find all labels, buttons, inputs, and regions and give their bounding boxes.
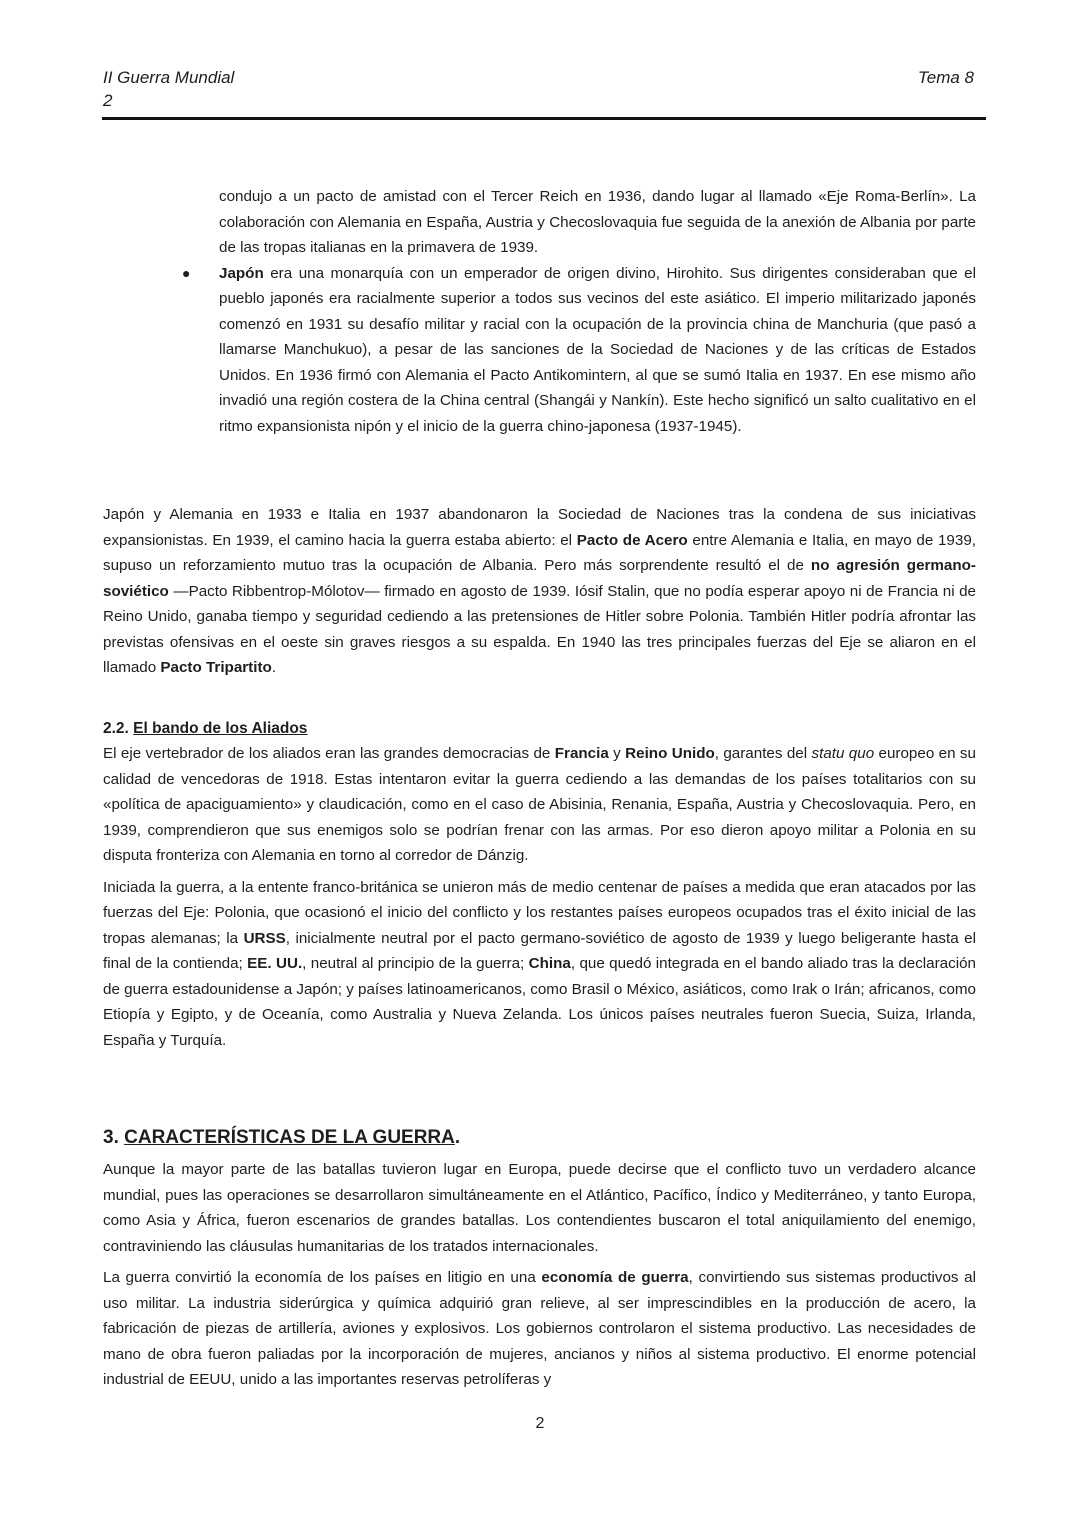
bullet-continuation: condujo a un pacto de amistad con el Tercer Reich en 1936, dando lugar al llamado «Eje Roma-Berlín». La colaboración con Alemania en España, Austria y Checoslovaquia fue seguida de la anexión de Albania por parte de las tropas italianas en la primavera de 1939. bbox=[219, 188, 976, 256]
section-2-2-heading bbox=[103, 716, 976, 741]
bold-term: URSS bbox=[243, 929, 286, 947]
section-3-para-2 bbox=[103, 1265, 976, 1393]
bullet-list bbox=[182, 184, 976, 439]
bold-term: China bbox=[528, 955, 571, 972]
text: , inicialmente neutral por el pacto germano-soviético de agosto de 1939 y luego beligerante hasta el final de la contienda; bbox=[103, 929, 977, 972]
japan-text: era una monarquía con un emperador de origen divino, Hirohito. Sus dirigentes consideraban que el pueblo japonés era racialmente superior a todos sus vecinos del este asiático. El imperio militarizado japonés comenzó en 1931 su desafío militar y racial con la ocupación de la provincia china de Manchuria (que pasó a llamarse Manchukuo), a pesar de las sanciones de la Sociedad de Naciones y de las críticas de Estados Unidos. En 1936 firmó con Alemania el Pacto Antikomintern, al que se sumó Italia en 1937. En ese mismo año invadió una región costera de la China central (Shangái y Nankín). Este hecho significó un salto cualitativo en el ritmo expansionista nipón y el inicio de la guerra chino-japonesa (1937-1945). bbox=[219, 264, 976, 435]
bold-term: Pacto Tripartito bbox=[160, 659, 272, 676]
header-rule bbox=[102, 117, 986, 120]
text: y bbox=[608, 745, 626, 762]
text: , que quedó integrada en el bando aliado tras la declaración de guerra estadounidense a Japón; y países latinoamericanos, como Brasil o México, asiáticos, como Irak o Irán; africanos, como Etiopía y Egipto, y de Oceanía, como Australia y Nueva Zelanda. Los únicos países neutrales fueron Suecia, Suiza, Irlanda, España y Turquía. bbox=[103, 955, 976, 1049]
heading-title: El bando de los Aliados bbox=[133, 720, 308, 737]
text: , neutral al principio de la guerra; bbox=[302, 955, 529, 972]
header-page-ref: 2 bbox=[103, 91, 113, 110]
heading-number: 2.2. bbox=[103, 720, 134, 737]
heading-end: . bbox=[454, 1127, 461, 1148]
section-3-heading bbox=[103, 1125, 976, 1151]
text: , convirtiendo sus sistemas productivos al uso militar. La industria siderúrgica y química adquirió gran relieve, al ser imprescindibles en la producción de acero, la fabricación de piezas de artillería, aviones y explosivos. Los gobiernos controlaron el sistema productivo. Las necesidades de mano de obra fueron paliadas por la incorporación de mujeres, ancianos y niños al sistema productivo. El enorme potencial industrial de EEUU, unido a las importantes reservas petrolíferas y bbox=[103, 1269, 976, 1388]
bold-term: Pacto de Acero bbox=[576, 531, 688, 549]
text: El eje vertebrador de los aliados eran las grandes democracias de bbox=[103, 745, 555, 762]
header-topic: Tema 8 bbox=[917, 68, 974, 87]
header-subject: II Guerra Mundial bbox=[103, 68, 235, 87]
heading-title: CARACTERÍSTICAS DE LA GUERRA bbox=[124, 1127, 455, 1148]
text: Japón y Alemania en 1933 e Italia en 1937 abandonaron la Sociedad de Naciones tras la condena de sus iniciativas expansionistas. En 1939, el camino hacia la guerra estaba abierto: el bbox=[103, 506, 976, 549]
bold-term: EE. UU. bbox=[247, 955, 303, 972]
section-2-2 bbox=[103, 716, 976, 1053]
text: . bbox=[271, 659, 277, 676]
bold-term: Francia bbox=[554, 745, 609, 762]
bullet-dot-icon: ● bbox=[182, 264, 191, 281]
heading-number: 3. bbox=[103, 1127, 125, 1148]
text: europeo en su calidad de vencedoras de 1918. Estas intentaron evitar la guerra cediendo a las demandas de los países totalitarios con su «política de apaciguamiento» y claudicación, como en el caso de Abisinia, Renania, España, Austria y Checoslovaquia. Pero, en 1939, comprendieron que sus enemigos solo se podrían frenar con las armas. Por eso dieron apoyo militar a Polonia en su disputa fronteriza con Alemania en torno al corredor de Dánzig. bbox=[103, 745, 976, 864]
section-2-2-para-1 bbox=[103, 741, 976, 869]
header-left bbox=[103, 66, 234, 112]
section-3 bbox=[103, 1125, 976, 1393]
bold-term: economía de guerra bbox=[541, 1269, 689, 1286]
section-3-para-1: Aunque la mayor parte de las batallas tuvieron lugar en Europa, puede decirse que el conflicto tuvo un verdadero alcance mundial, pues las operaciones se desarrollaron simultáneamente en el Atlántico, Pacífico, Índico y Mediterráneo, y tanto Europa, como Asia y África, fueron escenarios de grandes batallas. Los contendientes buscaron el total aniquilamiento del enemigo, contraviniendo las cláusulas humanitarias de los tratados internacionales. bbox=[103, 1161, 976, 1255]
page-number: 2 bbox=[535, 1415, 545, 1432]
bold-term: no agresión germano-soviético bbox=[103, 557, 976, 600]
text: —Pacto Ribbentrop-Mólotov— firmado en agosto de 1939. Iósif Stalin, que no podía esperar apoyo ni de Francia ni de Reino Unido, ganaba tiempo y seguridad cediendo a las pretensiones de Hitler sobre Polonia. También Hitler podría afrontar las previstas ofensivas en el oeste sin graves riesgos a su espalda. En 1940 las tres principales fuerzas del Eje se aliaron en el llamado bbox=[103, 582, 976, 676]
text: entre Alemania e Italia, en mayo de 1939, supuso un reforzamiento mutuo tras la ocupación de Albania. Pero más sorprendente resultó el de bbox=[103, 531, 976, 574]
section-2-2-para-2 bbox=[103, 875, 976, 1054]
text: , garantes del bbox=[714, 745, 812, 762]
italic-term: statu quo bbox=[811, 745, 875, 762]
text: Iniciada la guerra, a la entente franco-británica se unieron más de medio centenar de países a medida que eran atacados por las fuerzas del Eje: Polonia, que ocasionó el inicio del conflicto y los restantes países europeos ocupados tras el éxito inicial de las tropas alemanas; la bbox=[103, 878, 976, 947]
bold-term: Reino Unido bbox=[625, 745, 715, 762]
paragraph-axis-pacts bbox=[103, 502, 976, 681]
bullet-item-japan bbox=[182, 261, 976, 440]
japan-label: Japón bbox=[219, 264, 264, 282]
text: La guerra convirtió la economía de los países en litigio en una bbox=[103, 1269, 542, 1286]
